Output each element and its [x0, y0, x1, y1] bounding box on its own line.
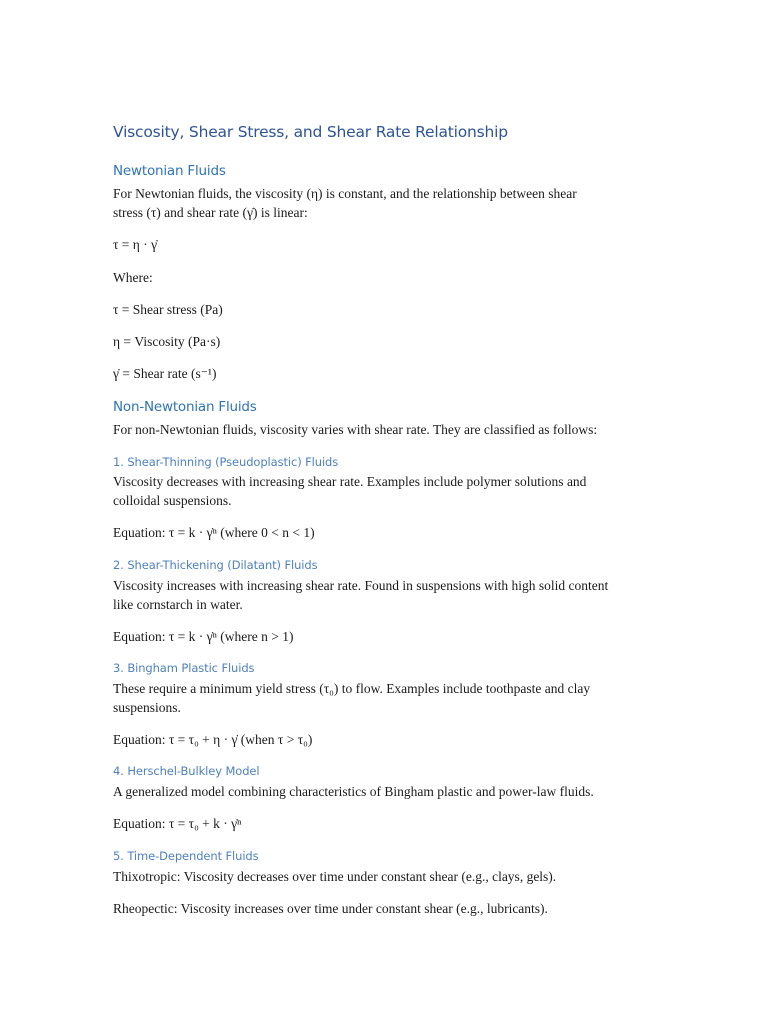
definition-gamma: γ̇ = Shear rate (s⁻¹) — [113, 366, 217, 381]
definition-tau: τ = Shear stress (Pa) — [113, 302, 223, 317]
section-5-heading: 5. Time-Dependent Fluids — [113, 849, 259, 863]
page-title: Viscosity, Shear Stress, and Shear Rate Relationship — [113, 123, 508, 141]
section-5-rheopectic: Rheopectic: Viscosity increases over time under constant shear (e.g., lubricants). — [113, 901, 548, 916]
section-4-equation: Equation: τ = τ₀ + k · γ̇ⁿ — [113, 816, 242, 831]
section-4-line1: A generalized model combining characteristics of Bingham plastic and power-law fluids. — [113, 784, 594, 799]
section-3-line2: suspensions. — [113, 700, 181, 715]
non-newtonian-heading: Non-Newtonian Fluids — [113, 399, 257, 415]
section-3-equation: Equation: τ = τ₀ + η · γ̇ (when τ > τ₀) — [113, 732, 313, 747]
newtonian-intro-line2: stress (τ) and shear rate (γ̇) is linear: — [113, 205, 308, 220]
section-2-heading: 2. Shear-Thickening (Dilatant) Fluids — [113, 558, 318, 572]
section-3-line1: These require a minimum yield stress (τ₀) to flow. Examples include toothpaste and clay — [113, 681, 591, 696]
newtonian-heading: Newtonian Fluids — [113, 163, 226, 179]
section-1-equation: Equation: τ = k · γ̇ⁿ (where 0 < n < 1) — [113, 525, 315, 540]
section-4-heading: 4. Herschel-Bulkley Model — [113, 764, 260, 778]
section-2-equation: Equation: τ = k · γ̇ⁿ (where n > 1) — [113, 629, 294, 644]
section-3-heading: 3. Bingham Plastic Fluids — [113, 661, 255, 675]
section-2-line2: like cornstarch in water. — [113, 597, 243, 612]
section-1-line1: Viscosity decreases with increasing shear rate. Examples include polymer solutions and — [113, 474, 587, 489]
newtonian-equation: τ = η · γ̇ — [113, 237, 158, 252]
non-newtonian-intro: For non-Newtonian fluids, viscosity varies with shear rate. They are classified as follows: — [113, 422, 598, 437]
section-2-line1: Viscosity increases with increasing shear rate. Found in suspensions with high solid content — [113, 578, 609, 593]
section-5-thixotropic: Thixotropic: Viscosity decreases over time under constant shear (e.g., clays, gels). — [113, 869, 557, 884]
definition-eta: η = Viscosity (Pa·s) — [113, 334, 221, 349]
section-1-line2: colloidal suspensions. — [113, 493, 232, 508]
section-1-heading: 1. Shear-Thinning (Pseudoplastic) Fluids — [113, 455, 339, 469]
where-label: Where: — [113, 270, 153, 285]
newtonian-intro-line1: For Newtonian fluids, the viscosity (η) is constant, and the relationship between shear — [113, 186, 577, 201]
